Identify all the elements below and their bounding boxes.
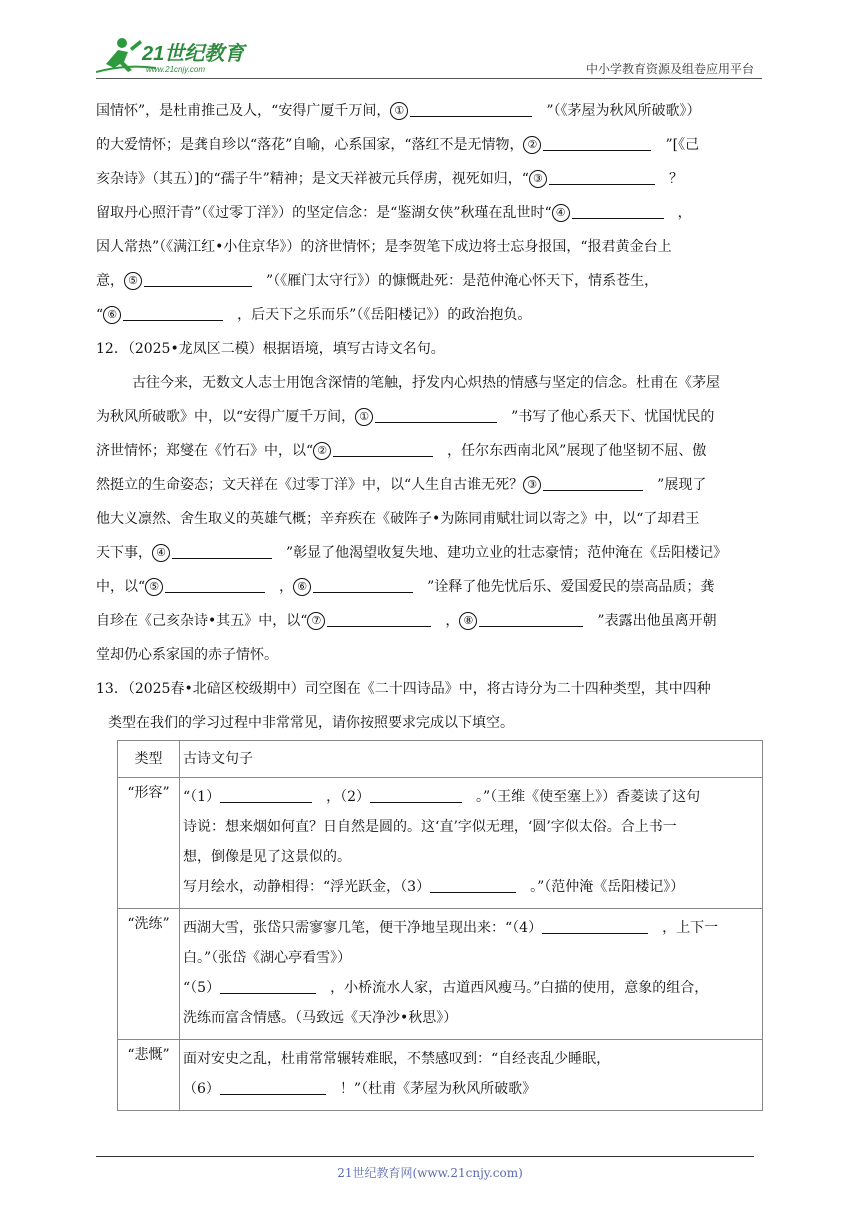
q13-table-container: [117, 740, 763, 1111]
text: ，小桥流水人家，古道西风瘦马。”白描的使用，意象的组合，: [330, 980, 709, 996]
text: 国情怀”，是杜甫推己及人，“安得广厦千万间，: [96, 103, 391, 119]
q13-table: [117, 740, 763, 1111]
q11-line-1: [96, 94, 768, 128]
table-line: [183, 973, 759, 1003]
q11-line-5: 因人常热”（《满江红•小住京华》）的济世情怀；是李贺笔下成边将士忘身报国，“报君黄金台上: [96, 239, 672, 255]
row-content: [180, 909, 763, 1040]
platform-label: 中小学教育资源及组卷应用平台: [585, 62, 754, 76]
text: 写月绘水，动静相得：“浮光跃金，（3）: [183, 879, 431, 895]
circle-number: ②: [523, 136, 541, 154]
text: ，上下一: [662, 920, 719, 936]
circle-number: ⑦: [307, 612, 325, 630]
header-sentence: 古诗文句子: [180, 741, 763, 778]
row-content: [180, 1040, 763, 1111]
q11-line-3: [96, 162, 768, 196]
row-content: [180, 778, 763, 909]
q12-title: 12．（2025•龙凤区二模）根据语境，填写古诗文名句。: [96, 341, 445, 357]
answer-blank[interactable]: [220, 975, 316, 994]
answer-blank[interactable]: [543, 472, 643, 491]
circle-number: ⑤: [145, 578, 163, 596]
text: ”[《己: [665, 137, 700, 153]
text: ，任尔东西南北风”展现了他坚韧不屈、傲: [447, 443, 707, 459]
text: ”表露出他虽离开朝: [597, 613, 717, 629]
text: 的大爱情怀；是龚自珍以“落花”自喻，心系国家，“落红不是无情物，: [96, 137, 524, 153]
circle-number: ④: [152, 544, 170, 562]
document-body: [96, 94, 768, 740]
q11-line-6: [96, 264, 768, 298]
text: ，（2）: [326, 789, 370, 805]
answer-blank[interactable]: [220, 1076, 326, 1095]
q11-line-2: [96, 128, 768, 162]
circle-number: ⑥: [293, 578, 311, 596]
answer-blank[interactable]: [370, 784, 462, 803]
text: “（1）: [183, 789, 221, 805]
text: “（5）: [183, 980, 221, 996]
logo-21cnjy: [96, 34, 266, 78]
q11-line-4: [96, 196, 768, 230]
circle-number: ⑥: [103, 306, 121, 324]
answer-blank[interactable]: [410, 98, 532, 117]
answer-blank[interactable]: [327, 608, 431, 627]
text: ”诠释了他先忧后乐、爱国爱民的崇高品质；龚: [427, 579, 715, 595]
text: ”（《雁门太守行》）的慷慨赴死：是范仲淹心怀天下，情系苍生，: [266, 273, 659, 289]
text: ！”（杜甫《茅屋为秋风所破歌》: [339, 1081, 537, 1097]
circle-number: ②: [313, 442, 331, 460]
circle-number: ①: [355, 408, 373, 426]
text: 中，以“: [96, 579, 146, 595]
answer-blank[interactable]: [542, 915, 648, 934]
answer-blank[interactable]: [123, 302, 223, 321]
answer-blank[interactable]: [430, 874, 516, 893]
text: 。”（范仲淹《岳阳楼记》）: [530, 879, 685, 895]
answer-blank[interactable]: [549, 166, 655, 185]
text: ，: [279, 579, 294, 595]
table-line: 面对安史之乱，杜甫常常辗转难眠，不禁感叹到：“自经丧乱少睡眠，: [183, 1051, 611, 1067]
circle-number: ④: [552, 204, 570, 222]
text: 留取丹心照汗青”（《过零丁洋》）的坚定信念：是“鉴湖女侠”秋瑾在乱世时“: [96, 205, 552, 221]
table-row: [118, 909, 763, 1040]
answer-blank[interactable]: [333, 438, 433, 457]
table-line: [183, 872, 759, 902]
table-line: [183, 782, 759, 812]
q13-title: 13．（2025春•北碚区校级期中）司空图在《二十四诗品》中，将古诗分为二十四种类型，其中四种: [96, 681, 711, 697]
text: ”（《茅屋为秋风所破歌》）: [546, 103, 701, 119]
text: （6）: [183, 1081, 220, 1097]
circle-number: ③: [523, 476, 541, 494]
text: 。”（王维《使至塞上》）香菱读了这句: [476, 789, 701, 805]
answer-blank[interactable]: [144, 268, 252, 287]
text: 亥杂诗》（其五）]的“孺子牛”精神；是文天祥被元兵俘虏，视死如归，“: [96, 171, 529, 187]
answer-blank[interactable]: [313, 574, 413, 593]
answer-blank[interactable]: [543, 132, 651, 151]
row-type: “悲慨”: [118, 1040, 180, 1111]
text: ，: [445, 613, 460, 629]
text: ”展现了: [657, 477, 707, 493]
footer-divider: [96, 1156, 754, 1157]
table-line: [183, 1074, 759, 1104]
q12-line-3: [96, 434, 768, 468]
text: 然挺立的生命姿态；文天祥在《过零丁洋》中，以“人生自古谁无死？: [96, 477, 524, 493]
table-row: [118, 778, 763, 909]
text: 济世情怀；郑燮在《竹石》中，以“: [96, 443, 314, 459]
q12-line-8: [96, 604, 768, 638]
text: 西湖大雪，张岱只需寥寥几笔，便干净地呈现出来：“（4）: [183, 920, 543, 936]
q12-line-2: [96, 400, 768, 434]
page-header: [96, 34, 762, 78]
answer-blank[interactable]: [172, 540, 272, 559]
svg-text:21世纪教育: 21世纪教育: [142, 43, 245, 65]
table-line: 白。”（张岱《湖心亭看雪》）: [183, 950, 352, 966]
answer-blank[interactable]: [375, 404, 497, 423]
text: ，后天下之乐而乐”（《岳阳楼记》）的政治抱负。: [237, 307, 532, 323]
text: 为秋风所破歌》中，以“安得广厦千万间，: [96, 409, 356, 425]
table-line: [183, 913, 759, 943]
footer-link[interactable]: 21世纪教育网(www.21cnjy.com): [337, 1166, 523, 1180]
q11-line-7: [96, 298, 768, 332]
answer-blank[interactable]: [220, 784, 312, 803]
table-line: 想，倒像是见了这景似的。: [183, 849, 351, 865]
text: ”书写了他心系天下、忧国忧民的: [511, 409, 715, 425]
table-row: [118, 1040, 763, 1111]
circle-number: ③: [529, 170, 547, 188]
circle-number: ⑤: [124, 272, 142, 290]
answer-blank[interactable]: [572, 200, 664, 219]
answer-blank[interactable]: [165, 574, 265, 593]
text: 天下事，: [96, 545, 152, 561]
text: 意，: [96, 273, 124, 289]
row-type: “形容”: [118, 778, 180, 909]
q12-line-7: [96, 570, 768, 604]
circle-number: ①: [390, 102, 408, 120]
table-header-row: [118, 741, 763, 778]
text: ”彰显了他渴望收复失地、建功立业的壮志豪情；范仲淹在《岳阳楼记》: [286, 545, 728, 561]
table-line: 洗练而富含情感。（马致远《天净沙•秋思》）: [183, 1010, 458, 1026]
text: ？: [668, 171, 683, 187]
header-type: 类型: [118, 741, 180, 778]
svg-text:www.21cnjy.com: www.21cnjy.com: [146, 65, 205, 74]
circle-number: ⑧: [459, 612, 477, 630]
q12-line-4: [96, 468, 768, 502]
text: ，: [677, 205, 692, 221]
q12-line-1: 古往今来，无数文人志士用饱含深情的笔触，抒发内心炽热的情感与坚定的信念。杜甫在《茅屋: [132, 375, 720, 391]
q12-line-5: 他大义凛然、舍生取义的英雄气概；辛弃疾在《破阵子•为陈同甫赋壮词以寄之》中，以“了却君王: [96, 511, 700, 527]
text: “: [96, 307, 104, 323]
row-type: “洗练”: [118, 909, 180, 1040]
q12-line-6: [96, 536, 768, 570]
text: 自珍在《己亥杂诗•其五》中，以“: [96, 613, 308, 629]
table-line: 诗说：想来烟如何直？日自然是圆的。这‘直’字似无理，‘圆’字似太俗。合上书一: [183, 819, 677, 835]
answer-blank[interactable]: [479, 608, 583, 627]
q13-line-2: 类型在我们的学习过程中非常常见，请你按照要求完成以下填空。: [108, 715, 514, 731]
q12-line-9: 堂却仍心系家国的赤子情怀。: [96, 647, 278, 663]
header-divider: [96, 78, 762, 79]
